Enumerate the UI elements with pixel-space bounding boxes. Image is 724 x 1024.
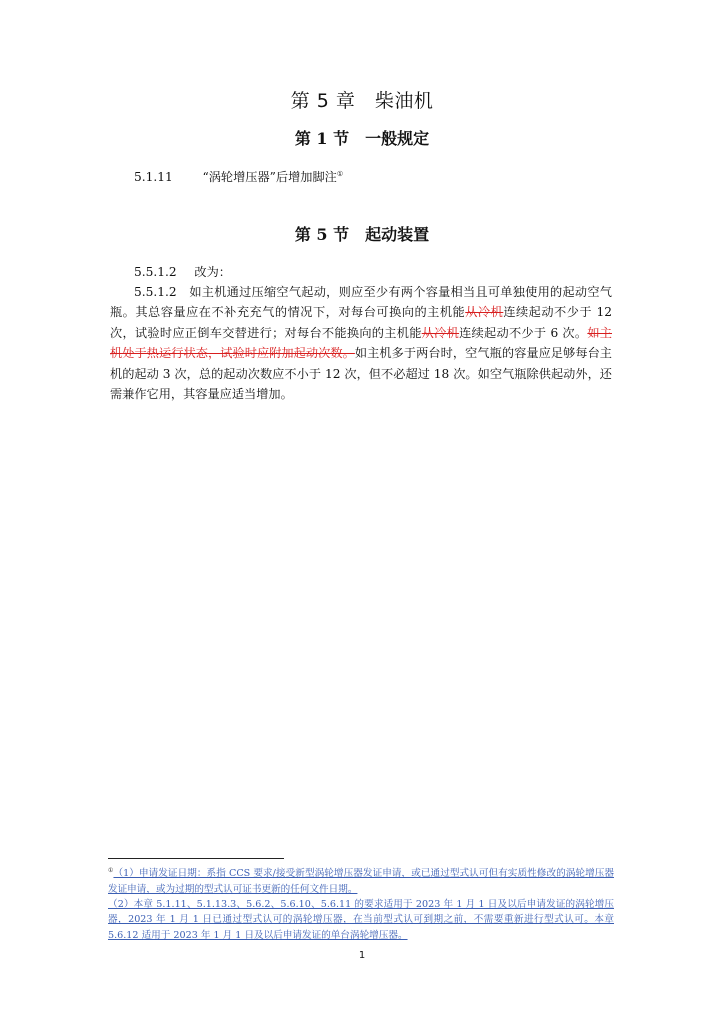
paragraph-5-5-1-2	[110, 282, 612, 404]
chapter-title: 第 5 章 柴油机	[290, 90, 434, 112]
item-number: 5.1.11	[134, 170, 173, 185]
item-text: “涡轮增压器”后增加脚注	[202, 170, 337, 185]
item-5-5-1-2-intro	[134, 262, 231, 282]
footnote-reference[interactable]: ①	[336, 170, 344, 178]
paragraph-text: 5.5.1.2 如主机通过压缩空气起动，则应至少有两个容量相当且可单独使用的起动空气瓶。其总容量应在不补充充气的情况下，对每台可换向的主机能	[110, 285, 612, 320]
footnote	[108, 863, 614, 943]
item-5-1-11	[134, 164, 343, 187]
item-number: 5.5.1.2	[134, 265, 177, 279]
paragraph-text: 连续起动不少于 6 次。	[459, 325, 588, 340]
item-text: 改为：	[194, 265, 231, 279]
footnote-mark: ①	[108, 867, 114, 874]
footnote-item-2	[108, 897, 614, 943]
section-title-starting-device: 第 5 节 起动装置	[294, 225, 430, 244]
section-title-general: 第 1 节 一般规定	[294, 129, 430, 148]
paragraph-text: 连续起动不少于 12次，试验时应正倒车交替进行；对每台不能换向的主机能	[110, 305, 613, 340]
page-number: 1	[358, 950, 366, 961]
footnote-text: （2）本章 5.1.11、5.1.13.3、5.6.2、5.6.10、5.6.11 的要求适用于 2023 年 1 月 1 日及以后申请发证的涡轮增压器，2023 年 1 月 1 日已通过型式认可的涡轮增压器，在当前型式认可到期之前，不需要重新进行型式认可。本章 5.6.12 适用于 2023 年 1 月 1 日及以后申请发证的单台涡轮增压器。	[108, 899, 614, 941]
deleted-text: 从冷机	[421, 325, 460, 340]
paragraph-text: 如主机多于两台时，空气瓶的容量应足够每台主机的起动 3 次，总的起动次数应不小于 12 次，但不必超过 18 次。如空气瓶除供起动外，还需兼作它用，其容量应适当增加。	[110, 346, 612, 402]
footnote-separator	[108, 858, 284, 859]
footnote-item-1	[108, 863, 614, 897]
footnote-text: （1）申请发证日期：系指 CCS 要求/接受新型涡轮增压器发证申请，或已通过型式认可但有实质性修改的涡轮增压器发证申请，或为过期的型式认可证书更新的任何文件日期。	[108, 868, 614, 895]
deleted-text: 如主机处于热运行状态，试验时应附加起动次数。	[110, 325, 612, 361]
deleted-text: 从冷机	[465, 305, 504, 320]
